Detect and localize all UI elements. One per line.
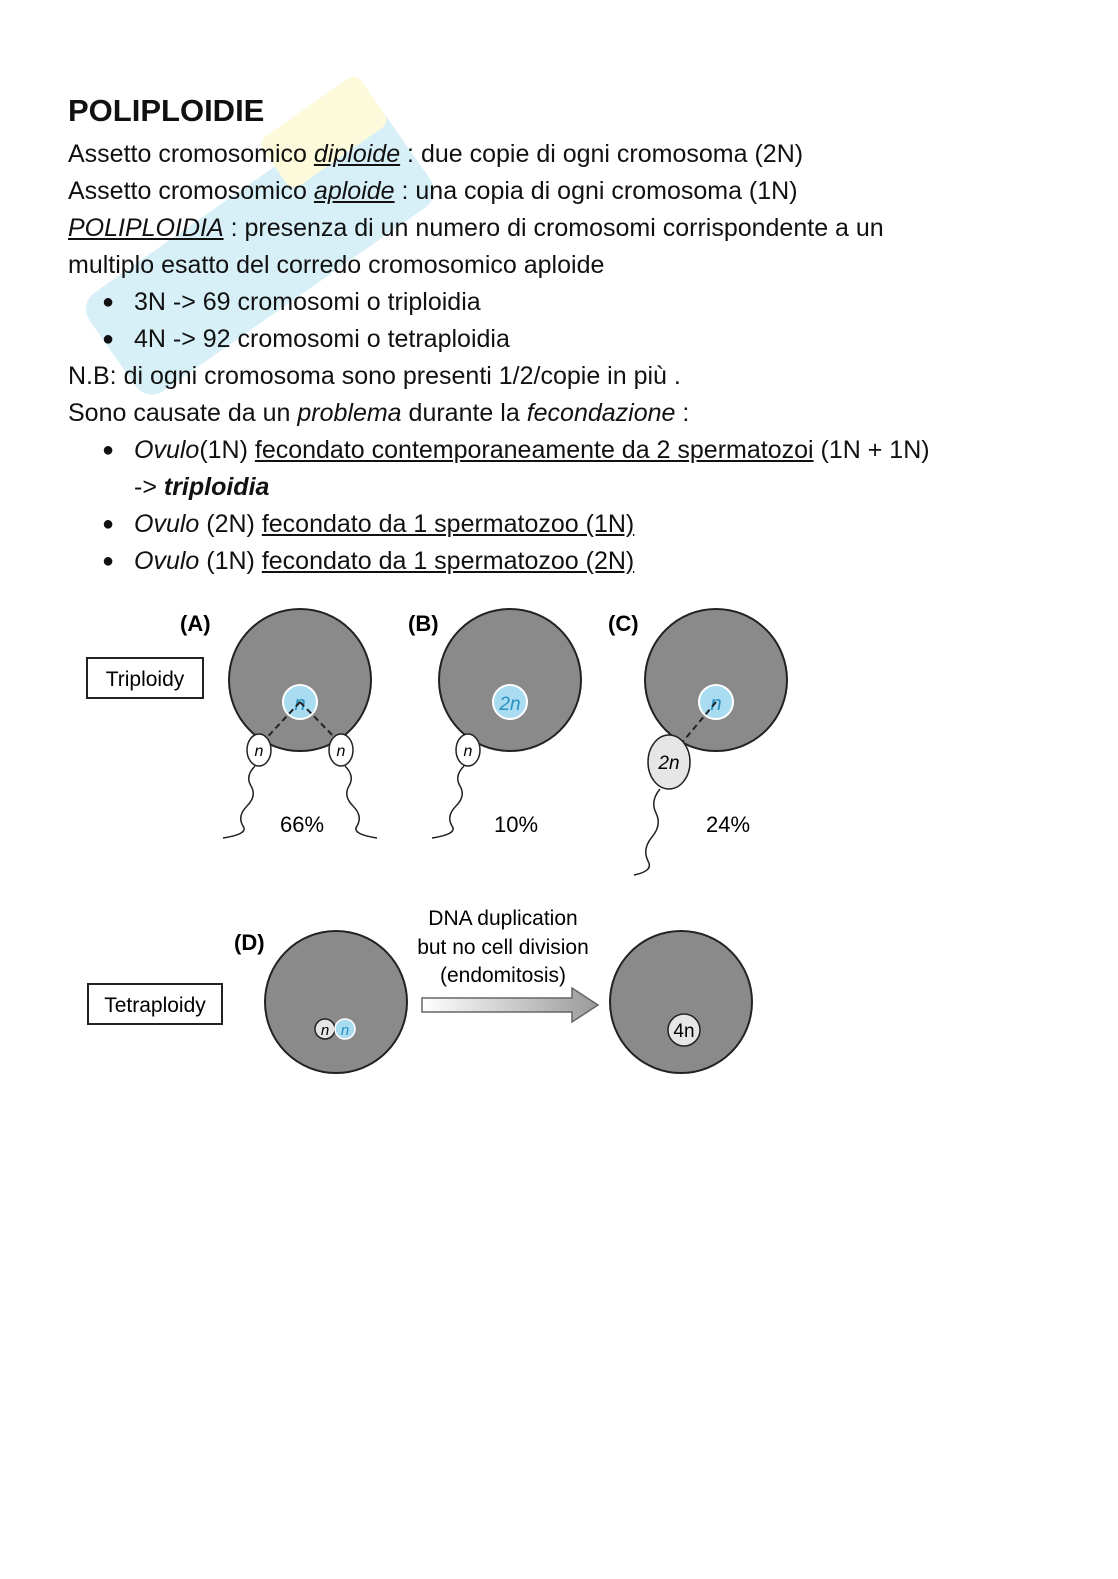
list-item <box>68 506 1058 543</box>
term-diploide: diploide <box>313 140 401 168</box>
polyploidy-figure <box>60 595 820 1085</box>
bullet-list-causes <box>68 432 1058 580</box>
cell-b <box>439 609 581 751</box>
text-span: Sono causate da un <box>68 399 298 427</box>
arrow-text-line3: (endomitosis) <box>439 964 567 987</box>
text-span: : una copia di ogni cromosoma (1N) <box>394 177 798 205</box>
label-a: (A) <box>180 611 211 636</box>
cell-c <box>645 609 787 751</box>
text-span: durante la <box>401 399 527 427</box>
text-span: Assetto cromosomico <box>68 140 314 168</box>
text-line-multiplo: multiplo esatto del corredo cromosomico aploide <box>68 251 605 279</box>
sperm-label: n <box>336 743 346 760</box>
term-aploide: aploide <box>313 177 395 205</box>
term-poliploidia: POLIPLOIDIA <box>68 214 224 242</box>
text-span: fecondato da 1 spermatozoo (1N) <box>261 510 635 538</box>
triploidy-label: Triploidy <box>105 668 185 691</box>
arrow-icon <box>422 988 598 1022</box>
sperm-label: n <box>254 743 264 760</box>
text-span: Ovulo <box>134 547 200 575</box>
nucleus-c-label: n <box>710 693 722 715</box>
sperm-label-2n: 2n <box>658 753 680 774</box>
cell-d <box>265 931 407 1073</box>
list-item <box>68 432 1058 506</box>
sperm-tail <box>634 789 660 875</box>
text-line-nb: N.B: di ogni cromosoma sono presenti 1/2/copie in più . <box>68 362 681 390</box>
list-item: ● 4N -> 92 cromosomi o tetraploidia <box>68 321 1058 358</box>
text-span: (1N + 1N) <box>813 436 930 464</box>
label-d: (D) <box>234 930 265 955</box>
list-item <box>68 543 1058 580</box>
text-span: (1N) <box>199 436 255 464</box>
text-line-cause <box>68 395 1058 432</box>
cell-a <box>229 609 371 751</box>
document-body <box>68 92 1058 580</box>
text-span: : due copie di ogni cromosoma (2N) <box>400 140 804 168</box>
term-problema: problema <box>297 399 402 427</box>
term-triploidia: triploidia <box>163 473 270 501</box>
nucleus-d-grey-label: n <box>320 1022 330 1039</box>
text-span: (1N) <box>199 547 262 575</box>
nucleus-a-label: n <box>294 693 306 715</box>
text-line-aploide <box>68 173 1058 210</box>
term-fecondazione: fecondazione <box>526 399 676 427</box>
text-span: Assetto cromosomico <box>68 177 314 205</box>
arrow-text-line2: but no cell division <box>417 936 589 959</box>
text-span: : presenza di un numero di cromosomi corrispondente a un <box>223 214 884 242</box>
text-span: -> <box>134 473 164 501</box>
arrow-text-line1: DNA duplication <box>428 907 578 930</box>
tetraploidy-label: Tetraploidy <box>104 994 206 1017</box>
list-item: ● 3N -> 69 cromosomi o triploidia <box>68 284 1058 321</box>
sperm-label: n <box>463 743 473 760</box>
text-span: (2N) <box>199 510 262 538</box>
percent-c: 24% <box>705 812 751 837</box>
text-span: fecondato da 1 spermatozoo (2N) <box>261 547 635 575</box>
text-span: Ovulo <box>134 436 200 464</box>
text-line-poliploidia <box>68 210 1058 247</box>
label-b: (B) <box>408 611 439 636</box>
percent-b: 10% <box>493 812 539 837</box>
cell-tetraploid <box>610 931 752 1073</box>
page-title: POLIPLOIDIE <box>68 93 265 128</box>
nucleus-b-label: 2n <box>499 694 521 715</box>
nucleus-4n-label: 4n <box>673 1021 695 1042</box>
text-line-diploide <box>68 136 1058 173</box>
text-span: fecondato contemporaneamente da 2 spermatozoi <box>254 436 814 464</box>
label-c: (C) <box>608 611 639 636</box>
sperm-tail <box>432 766 464 838</box>
sperm-tail <box>345 766 377 838</box>
sperm-tail <box>223 766 255 838</box>
bullet-list-ploidy <box>68 284 1058 358</box>
nucleus-d-blue-label: n <box>340 1022 350 1039</box>
percent-a: 66% <box>279 812 325 837</box>
text-span: : <box>675 399 690 427</box>
text-span: Ovulo <box>134 510 200 538</box>
